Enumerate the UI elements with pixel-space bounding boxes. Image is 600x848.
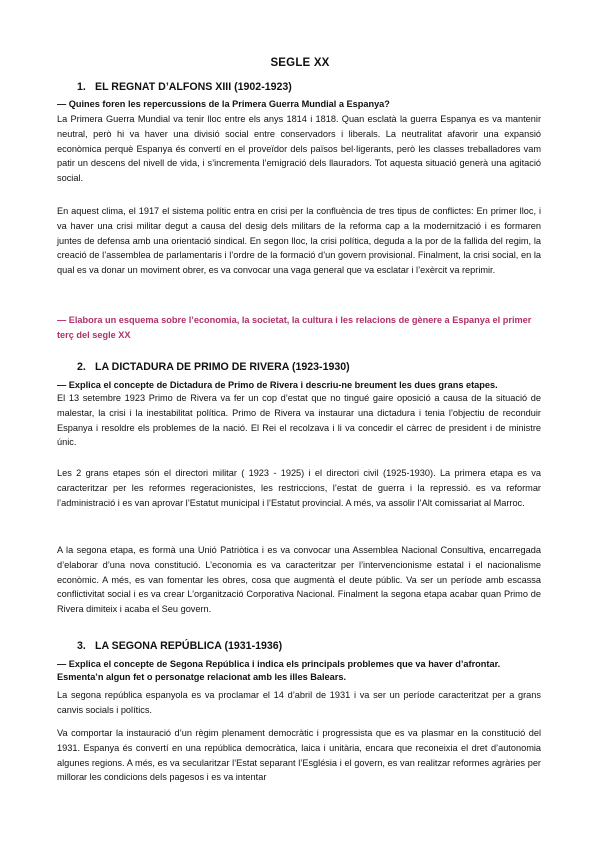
section-1-paragraph-1: La Primera Guerra Mundial va tenir lloc entre els anys 1814 i 1818. Quan esclatà la guerra Espanya es va mantenir neutral, però hi va haver una divisió social entre conservadors i liberals. La neutralitat afavorir una expansió econòmica perquè Espanya és convertí en el proveïdor dels països bel·ligerants, però les classes treballadores vam patir un descens del nivell de vida, i s’incrementa l’emigració dels llauradors. Tot aquesta situació generà una agitació social. — [57, 114, 541, 184]
section-2-title: LA DICTADURA DE PRIMO DE RIVERA (1923-1930) — [95, 361, 350, 373]
section-2-paragraph-3: A la segona etapa, es formà una Unió Patriòtica i es va convocar una Assemblea Nacional Consultiva, encarregada d’elaborar d’una nova constitució. L’economia es va caracteritzar per l’intervencionisme estatal i el nacionalisme econòmic. A més, es van fomentar les obres, cosa que augmentà el deute públic. Va ser un període amb escassa conflictivitat social i es va crear L’organització Corporativa Nacional. Finalment la segona etapa acabar quan Primo de Rivera dimiteix i acaba el Seu govern. — [57, 545, 541, 615]
section-2-number: 2. — [77, 361, 86, 373]
section-3-heading — [57, 640, 541, 652]
section-1-paragraph-2: En aquest clima, el 1917 el sistema polític entra en crisi per la confluència de tres tipus de conflictes: En primer lloc, i va haver una crisi militar degut a causa del desig dels militars de la reforma cap a la modernització i es formaren juntes de defensa amb una orientació sindical. En segon lloc, la crisi política, deguda a la por de la fallida del regim, la creació de l’assemblea de parlamentaris i l’ordre de la formació d’un govern provisional. Finalment, la crisi social, en la qual es va donar un moviment obrer, es va convocar una vaga general que va esclatar i l’exèrcit va reprimir. — [57, 206, 541, 276]
section-1-heading — [57, 81, 541, 93]
section-2-paragraph-1: El 13 setembre 1923 Primo de Rivera va fer un cop d’estat que no tingué gaire oposició a causa de la situació de malestar, la crisi i la inestabilitat política. Primo de Rivera va instaurar una dictadura i tenia l’objectiu de reconduir Espanya i resoldre els problemes de la nació. El Rei el recolzava i li va concedir el càrrec de president i de ministre únic. — [57, 393, 541, 448]
section-1-task: — Elabora un esquema sobre l’economia, la societat, la cultura i les relacions de gènere a Espanya el primer terç del segle XX — [57, 315, 532, 340]
section-2-question: — Explica el concepte de Dictadura de Primo de Rivera i descriu-ne breument les dues grans etapes. — [57, 380, 498, 390]
section-3-paragraph-2: Va comportar la instauració d’un règim plenament democràtic i progressista que es va plasmar en la constitució del 1931. Espanya és convertí en una república democràtica, laica i unitària, encara que reconeixia el dret d’autonomia algunes regions. A més, es va secularitzar l’Estat separant l’Església i el govern, es van realitzar reformes agràries per millorar les condicions dels pagesos i es va intentar — [57, 728, 541, 783]
section-3-paragraph-1: La segona república espanyola es va proclamar el 14 d’abril de 1931 i va ser un període caracteritzat per a grans canvis socials i polítics. — [57, 690, 541, 715]
page-title: SEGLE XX — [270, 57, 330, 69]
section-2-heading — [57, 361, 541, 373]
section-3-number: 3. — [77, 640, 86, 652]
section-1-number: 1. — [77, 81, 86, 93]
section-3-title: LA SEGONA REPÚBLICA (1931-1936) — [95, 640, 283, 652]
section-1-question: — Quines foren les repercussions de la Primera Guerra Mundial a Espanya? — [57, 99, 390, 109]
section-3-question: — Explica el concepte de Segona República i indica els principals problemes que va haver d’afrontar. Esmenta’n algun fet o personatge relacionat amb les illes Balears. — [57, 659, 501, 682]
section-1-title: EL REGNAT D’ALFONS XIII (1902-1923) — [95, 81, 292, 93]
section-2-paragraph-2: Les 2 grans etapes són el directori militar ( 1923 - 1925) i el directori civil (1925-1930). La primera etapa es va caracteritzar per les reformes regeracionistes, les restriccions, l’estat de guerra i la repressió. es va reformar l’administració i es van aprovar l’Estatut municipal i l’Estatut provincial. A més, va assolir l’Alt comissariat al Marroc. — [57, 468, 541, 508]
